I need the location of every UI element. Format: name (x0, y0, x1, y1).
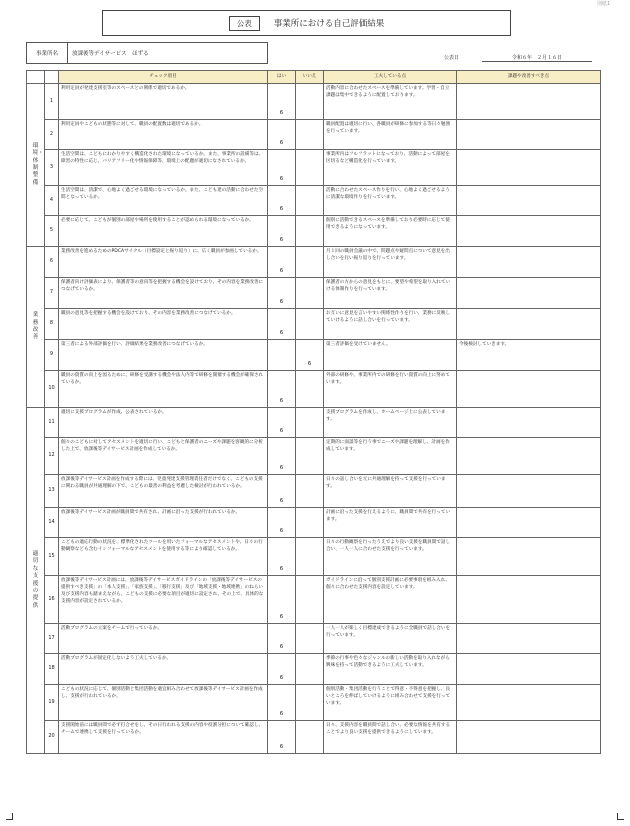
published-date-label: 公表日 (444, 55, 460, 61)
yes-count-cell (268, 438, 296, 475)
no-count: 6 (307, 361, 312, 368)
effort-text-cell: 支援プログラムを作成し、ホームページ上に公表しています。 (324, 408, 457, 438)
table-row (27, 278, 601, 309)
table-row (27, 654, 601, 685)
check-item-text-cell: 適切に支援プログラムが作成、公表されているか。 (59, 408, 268, 438)
check-item-text-cell: 必要に応じて、こどもが個別の部屋や場所を使用することが認められる環境になっているか。 (59, 216, 268, 247)
table-row (27, 186, 601, 216)
office-name-label: 事業所名 (27, 43, 68, 63)
yes-count: 6 (279, 140, 284, 147)
yes-count: 6 (279, 566, 284, 573)
row-number-cell: 2 (45, 120, 59, 150)
yes-count-cell (268, 186, 296, 216)
effort-text-cell: 外部の研修や、事業所内での研修を行い資質の向上に努めています。 (324, 371, 457, 408)
header-blank-number (45, 71, 59, 84)
no-count-cell (296, 278, 324, 309)
yes-count-cell (268, 508, 296, 538)
improve-text-cell (457, 247, 601, 278)
published-date-value: 令和６年 ２月１６日 (482, 54, 592, 62)
table-row (27, 576, 601, 624)
table-row (27, 624, 601, 654)
row-number-cell: 5 (45, 216, 59, 247)
no-count-cell (296, 340, 324, 371)
yes-count-cell (268, 576, 296, 624)
yes-count: 6 (279, 711, 284, 718)
effort-text-cell: 季節の行事や色々なジャンルの新しい活動を取り入れながら興味を持って活動できるように工夫しています。 (324, 654, 457, 685)
improve-text-cell (457, 438, 601, 475)
table-row (27, 150, 601, 186)
category-label: 業務改善 (32, 312, 39, 341)
check-item-text-cell: 放課後等デイサービス計画には、放課後等デイサービスガイドラインの「放課後等デイサービスの提供すべき支援」の「本人支援」、「家族支援」、「移行支援」及び「地域支援・地域連携」のねらい及び支援内容も踏まえながら、こどもの支援に必要な項目が適切に設定され、その上で、具体的な支援内容が設定されているか。 (59, 576, 268, 624)
yes-count-cell (268, 247, 296, 278)
table-header-row (27, 71, 601, 84)
yes-count-cell (268, 654, 296, 685)
row-number-cell: 4 (45, 186, 59, 216)
table-row (27, 538, 601, 576)
effort-text-cell: 月１回の職員会議の中で、問題点や疑問点について意見を出し合いを行い振り返りを行っています。 (324, 247, 457, 278)
check-item-text-cell: 利用定員やこどもの状態等に対して、職員の配置数は適切であるか。 (59, 120, 268, 150)
yes-count-cell (268, 721, 296, 754)
improve-text-cell (457, 84, 601, 120)
no-count-cell (296, 624, 324, 654)
no-count-cell (296, 508, 324, 538)
check-item-text-cell: こどもの状況に応じて、個別活動と集団活動を適宜組み合わせて放課後等デイサービス計画を作成し、支援が行われているか。 (59, 685, 268, 721)
yes-count-cell (268, 309, 296, 340)
improve-text-cell (457, 309, 601, 340)
table-row (27, 309, 601, 340)
category-label: 適切な支援の提供 (32, 550, 39, 609)
yes-count-cell (268, 216, 296, 247)
check-item-text-cell: 支援開始前には職員間で必ず打合せをし、その日行われる支援の内容や役割分担について確認し、チームで連携して支援を行っているか。 (59, 721, 268, 754)
yes-count-cell (268, 624, 296, 654)
category-cell (27, 84, 45, 247)
category-cell (27, 247, 45, 408)
effort-text-cell: 一人一人が楽しく目標達成できるように全職員で話し合いを行っています。 (324, 624, 457, 654)
yes-count-cell (268, 84, 296, 120)
improve-text-cell (457, 654, 601, 685)
no-count-cell (296, 371, 324, 408)
yes-count: 6 (279, 110, 284, 117)
yes-count: 6 (279, 398, 284, 405)
row-number-cell: 19 (45, 685, 59, 721)
improve-text-cell: 今後検討していきます。 (457, 340, 601, 371)
row-number-cell: 17 (45, 624, 59, 654)
improve-text-cell (457, 624, 601, 654)
row-number-cell: 18 (45, 654, 59, 685)
row-number-cell: 11 (45, 408, 59, 438)
check-item-text-cell: 放課後等デイサービス計画が職員間で共有され、計画に沿った支援が行われているか。 (59, 508, 268, 538)
no-count-cell (296, 84, 324, 120)
no-count-cell (296, 538, 324, 576)
row-number-cell: 15 (45, 538, 59, 576)
check-item-text-cell: こどもの適応行動の状況を、標準化されたツールを用いたフォーマルなアセスメントや、日々の行動観察なども含むインフォーマルなアセスメントを使用する等により確認しているか。 (59, 538, 268, 576)
no-count-cell (296, 438, 324, 475)
effort-text-cell: 個別に活動できるスペースを準備しており必要時に応じて使用できるようになっています。 (324, 216, 457, 247)
yes-count: 6 (279, 644, 284, 651)
check-item-text-cell: 個々のこどもに対してアセスメントを適切に行い、こどもと保護者のニーズや課題を客観的に分析した上で、放課後等デイサービス計画を作成しているか。 (59, 438, 268, 475)
category-label: 環境・体制整備 (32, 142, 44, 186)
crop-mark-bottom-left (6, 813, 13, 820)
yes-count: 6 (279, 498, 284, 505)
effort-text-cell: ガイドラインに沿って個別支援計画に必要事項を組み入れ、個々に合わせた支援内容を設定しています。 (324, 576, 457, 624)
yes-count: 6 (279, 237, 284, 244)
table-row (27, 216, 601, 247)
row-number-cell: 14 (45, 508, 59, 538)
table-row (27, 438, 601, 475)
effort-text-cell: 日々の行動観察を行ったうえでより良い支援を職員間で話し合い、一人一人に合わせた支援を行っています。 (324, 538, 457, 576)
improve-text-cell (457, 186, 601, 216)
check-item-text-cell: 生活空間は、清潔で、心地よく過ごせる環境になっているか。また、こども達の活動に合わせた空間となっているか。 (59, 186, 268, 216)
yes-count: 6 (279, 675, 284, 682)
header-no: いいえ (296, 71, 324, 84)
category-cell (27, 408, 45, 754)
effort-text-cell: 保護者の方からの意見をもとに、要望や希望を取り入れていける体制作りを行っています。 (324, 278, 457, 309)
table-row (27, 408, 601, 438)
effort-text-cell: 活動内容に合わせたスペースを準備しています。学習・自立課題は集中できるように配置しております。 (324, 84, 457, 120)
no-count-cell (296, 120, 324, 150)
row-number-cell: 8 (45, 309, 59, 340)
effort-text-cell: 定期的に面談等を行う事でニーズや課題を理解し、計画を作成しています。 (324, 438, 457, 475)
no-count-cell (296, 216, 324, 247)
crop-mark-bottom-right (617, 813, 624, 820)
document-title-box (102, 10, 511, 36)
no-count-cell (296, 576, 324, 624)
effort-text-cell: 個別活動・集団活動を行うことで得意・不得意を把握し、良いところを伸ばしていけるように組み合わせて支援を行っています。 (324, 685, 457, 721)
no-count-cell (296, 247, 324, 278)
row-number-cell: 16 (45, 576, 59, 624)
improve-text-cell (457, 408, 601, 438)
improve-text-cell (457, 538, 601, 576)
yes-count: 6 (279, 330, 284, 337)
published-date (444, 54, 592, 62)
table-row (27, 84, 601, 120)
row-number-cell: 13 (45, 475, 59, 508)
page-title: 事業所における自己評価結果 (273, 19, 385, 29)
effort-text-cell: 事業所内はフルフラットになっており、活動によって部屋を区切るなど構造化を行っています。 (324, 150, 457, 186)
yes-count: 6 (279, 206, 284, 213)
improve-text-cell (457, 576, 601, 624)
table-row (27, 120, 601, 150)
no-count-cell (296, 721, 324, 754)
page-number: 別紙1 (596, 1, 610, 7)
yes-count: 6 (279, 744, 284, 751)
improve-text-cell (457, 475, 601, 508)
no-count-cell (296, 685, 324, 721)
check-item-text-cell: 利用定員が発達支援室等のスペースとの関係で適切であるか。 (59, 84, 268, 120)
row-number-cell: 9 (45, 340, 59, 371)
improve-text-cell (457, 120, 601, 150)
effort-text-cell: 計画に沿った支援を行えるように、職員間で共有を行っています。 (324, 508, 457, 538)
yes-count: 6 (279, 176, 284, 183)
effort-text-cell: 日々、支援内容を職員間で話し合い、必要な情報を共有することでより良い支援を提供できるようにしています。 (324, 721, 457, 754)
check-item-text-cell: 職員の意見等を把握する機会を設けており、その内容を業務改善につなげているか。 (59, 309, 268, 340)
check-item-text-cell: 活動プログラムが固定化しないよう工夫しているか。 (59, 654, 268, 685)
improve-text-cell (457, 150, 601, 186)
no-count-cell (296, 654, 324, 685)
improve-text-cell (457, 216, 601, 247)
no-count-cell (296, 186, 324, 216)
row-number-cell: 1 (45, 84, 59, 120)
yes-count-cell (268, 371, 296, 408)
yes-count: 6 (279, 614, 284, 621)
yes-count-cell (268, 475, 296, 508)
table-row (27, 340, 601, 371)
check-item-text-cell: 第三者による外部評価を行い、評価結果を業務改善につなげているか。 (59, 340, 268, 371)
table-row (27, 721, 601, 754)
row-number-cell: 6 (45, 247, 59, 278)
effort-text-cell: 日々の話し合いを元に共通理解を持って支援を行っています。 (324, 475, 457, 508)
yes-count-cell (268, 685, 296, 721)
header-check-item: チェック項目 (59, 71, 268, 84)
office-name-value: 放課後等デイサービス ほずる (72, 51, 149, 57)
header-blank-category (27, 71, 45, 84)
header-yes: はい (268, 71, 296, 84)
yes-count: 6 (279, 465, 284, 472)
row-number-cell: 20 (45, 721, 59, 754)
check-item-text-cell: 生活空間は、こどもにわかりやすく構造化された環境になっているか。また、事業所の設備等は、障害の特性に応じ、バリアフリー化や情報保障等、環境上の配慮が適切になされているか。 (59, 150, 268, 186)
effort-text-cell: 活動に合わせたスペース作りを行い、心地よく過ごせるように清潔な環境作りを行っています。 (324, 186, 457, 216)
table-row (27, 508, 601, 538)
table-row (27, 247, 601, 278)
check-item-text-cell: 活動プログラムの立案をチームで行っているか。 (59, 624, 268, 654)
table-row (27, 475, 601, 508)
public-badge: 公表 (229, 16, 260, 31)
check-item-text-cell: 放課後等デイサービス計画を作成する際には、児童発達支援管理責任者だけでなく、こどもの支援に関わる職員が共通理解の下で、こどもの最善の利益を考慮した検討が行われているか。 (59, 475, 268, 508)
header-effort: 工夫している点 (324, 71, 457, 84)
row-number-cell: 7 (45, 278, 59, 309)
no-count-cell (296, 150, 324, 186)
effort-text-cell: 第三者評価を受けていません。 (324, 340, 457, 371)
improve-text-cell (457, 278, 601, 309)
evaluation-table (26, 70, 601, 754)
table-row (27, 371, 601, 408)
header-improve: 課題や改善すべき点 (457, 71, 601, 84)
no-count-cell (296, 408, 324, 438)
yes-count: 6 (279, 428, 284, 435)
improve-text-cell (457, 508, 601, 538)
no-count-cell (296, 475, 324, 508)
check-item-text-cell: 職員の資質の向上を図るために、研修を受講する機会や法人内等で研修を開催する機会が確保されているか。 (59, 371, 268, 408)
yes-count-cell (268, 340, 296, 371)
effort-text-cell: 職員配置は適切に行い、各職員が研修に参加する等日々勉強を行っています。 (324, 120, 457, 150)
yes-count: 6 (279, 528, 284, 535)
yes-count: 6 (279, 299, 284, 306)
yes-count-cell (268, 538, 296, 576)
yes-count-cell (268, 408, 296, 438)
yes-count-cell (268, 278, 296, 309)
effort-text-cell: お互いに意見を言いやすい関係性作りを行い、業務に反映していけるように話し合いを行っています。 (324, 309, 457, 340)
yes-count-cell (268, 120, 296, 150)
row-number-cell: 12 (45, 438, 59, 475)
improve-text-cell (457, 371, 601, 408)
yes-count: 6 (279, 268, 284, 275)
office-name-box (26, 42, 268, 64)
table-row (27, 685, 601, 721)
row-number-cell: 10 (45, 371, 59, 408)
improve-text-cell (457, 721, 601, 754)
row-number-cell: 3 (45, 150, 59, 186)
check-item-text-cell: 保護者向け評価表により、保護者等の意向等を把握する機会を設けており、その内容を業務改善につなげているか。 (59, 278, 268, 309)
improve-text-cell (457, 685, 601, 721)
no-count-cell (296, 309, 324, 340)
check-item-text-cell: 業務改善を進めるためのPDCAサイクル（目標設定と振り返り）に、広く職員が参画しているか。 (59, 247, 268, 278)
yes-count-cell (268, 150, 296, 186)
